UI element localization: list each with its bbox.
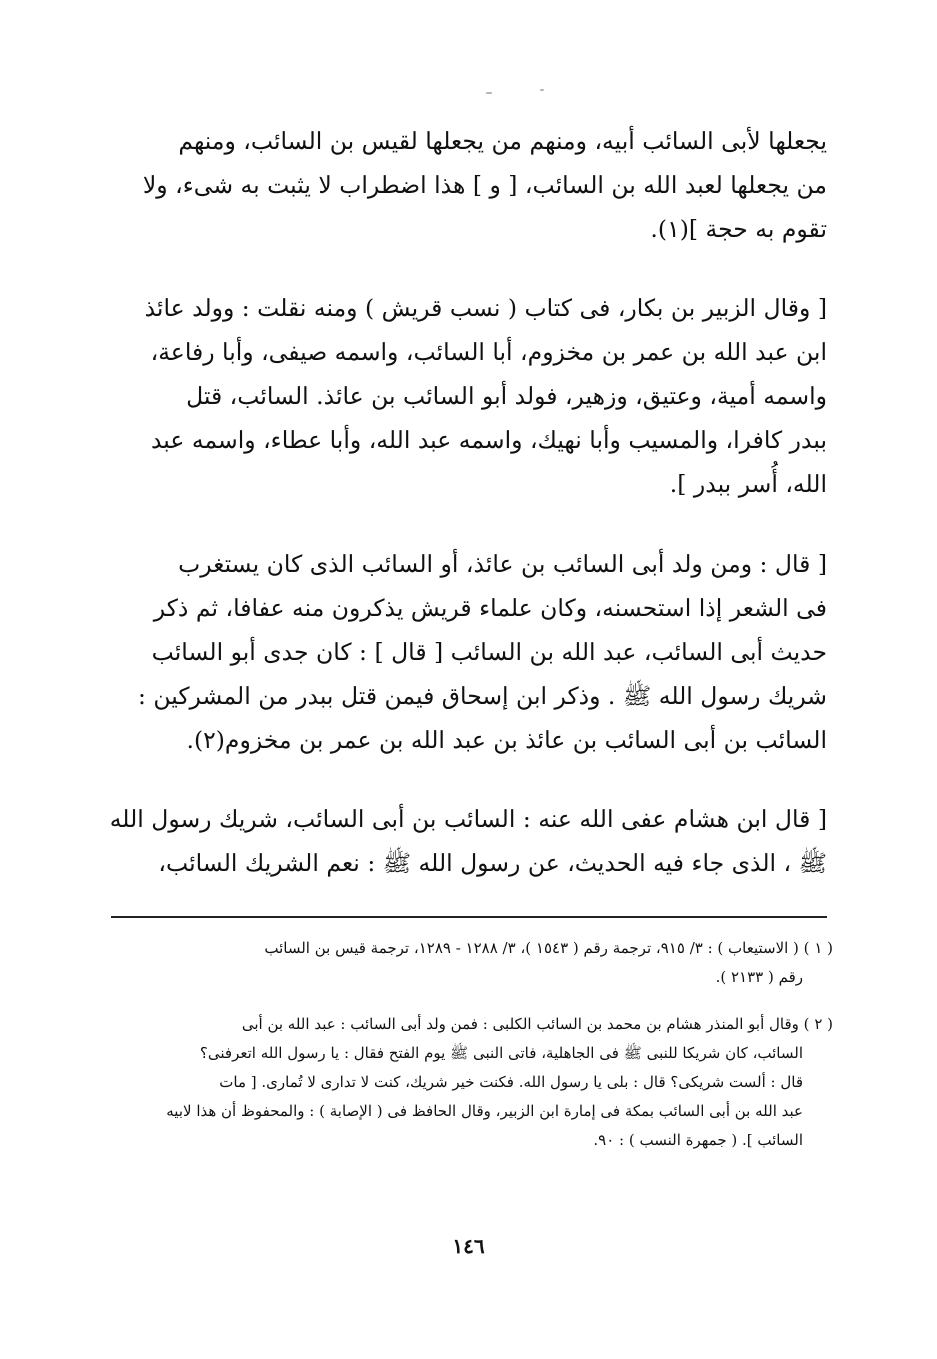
- scan-speck: [540, 89, 544, 91]
- text-line: ﷺ ، الذى جاء فيه الحديث، عن رسول الله ﷺ : نعم الشريك السائب،: [158, 849, 827, 877]
- text-line: حديث أبى السائب، عبد الله بن السائب [ قال ] : كان جدى أبو السائب: [151, 638, 827, 666]
- text-line: فى الشعر إذا استحسنه، وكان علماء قريش يذكرون منه عفافا، ثم ذكر: [153, 594, 827, 622]
- text-line: السائب بن أبى السائب بن عائذ بن عبد الله بن عمر بن مخزوم(٢).: [186, 726, 827, 754]
- footnote-line: السائب، كان شريكا للنبى ﷺ فى الجاهلية، فاتى النبى ﷺ يوم الفتح فقال : يا رسول الله اتعرفنى؟: [199, 1044, 803, 1062]
- page-number: ١٤٦: [452, 1234, 485, 1258]
- footnote-separator: [111, 916, 827, 918]
- footnote-line: قال : ألست شريكى؟ قال : بلى يا رسول الله. فكنت خير شريك، كنت لا تدارى لا تُمارى. [ مات: [219, 1073, 803, 1091]
- text-line: الله، أُسر ببدر ].: [669, 470, 827, 498]
- footnote-2: [108, 1010, 833, 1155]
- footnote-line: السائب ]. ( جمهرة النسب ) : ٩٠.: [593, 1131, 803, 1149]
- text-line: شريك رسول الله ﷺ . وذكر ابن إسحاق فيمن قتل ببدر من المشركين :: [137, 682, 827, 710]
- text-line: [ قال ابن هشام عفى الله عنه : السائب بن أبى السائب، شريك رسول الله: [109, 805, 827, 833]
- text-line: يجعلها لأبى السائب أبيه، ومنهم من يجعلها لقيس بن السائب، ومنهم: [178, 127, 827, 155]
- text-line: تقوم به حجة ](١).: [650, 215, 827, 243]
- text-line: ببدر كافرا، والمسيب وأبا نهيك، واسمه عبد الله، وأبا عطاء، واسمه عبد: [150, 426, 827, 454]
- scan-speck: [486, 92, 492, 94]
- text-line: من يجعلها لعبد الله بن السائب، [ و ] هذا اضطراب لا يثبت به شىء، ولا: [142, 171, 827, 199]
- paragraph-1: [100, 119, 827, 251]
- paragraph-4: [100, 797, 827, 885]
- footnote-line: ( ٢ ) وقال أبو المنذر هشام بن محمد بن السائب الكلبى : فمن ولد أبى السائب : عبد الله بن أبى: [241, 1015, 833, 1033]
- footnote-line: ( ١ ) ( الاستيعاب ) : ٣/ ٩١٥، ترجمة رقم ( ١٥٤٣ )، ٣/ ١٢٨٨ - ١٢٨٩، ترجمة قيس بن السائب: [264, 939, 833, 957]
- text-line: [ وقال الزبير بن بكار، فى كتاب ( نسب قريش ) ومنه نقلت : وولد عائذ: [144, 294, 827, 322]
- text-line: واسمه أمية، وعتيق، وزهير، فولد أبو السائب بن عائذ. السائب، قتل: [186, 382, 827, 410]
- footnote-line: رقم ( ٢١٣٣ ).: [715, 968, 803, 986]
- paragraph-2: [100, 286, 827, 506]
- footnote-1: [108, 934, 833, 992]
- paragraph-3: [100, 542, 827, 762]
- footnote-line: عبد الله بن أبى السائب بمكة فى إمارة ابن الزبير، وقال الحافظ فى ( الإصابة ) : والمحفوظ أن هذا لابيه: [166, 1102, 803, 1120]
- text-line: [ قال : ومن ولد أبى السائب بن عائذ، أو السائب الذى كان يستغرب: [178, 550, 827, 578]
- text-line: ابن عبد الله بن عمر بن مخزوم، أبا السائب، واسمه صيفى، وأبا رفاعة،: [150, 338, 827, 366]
